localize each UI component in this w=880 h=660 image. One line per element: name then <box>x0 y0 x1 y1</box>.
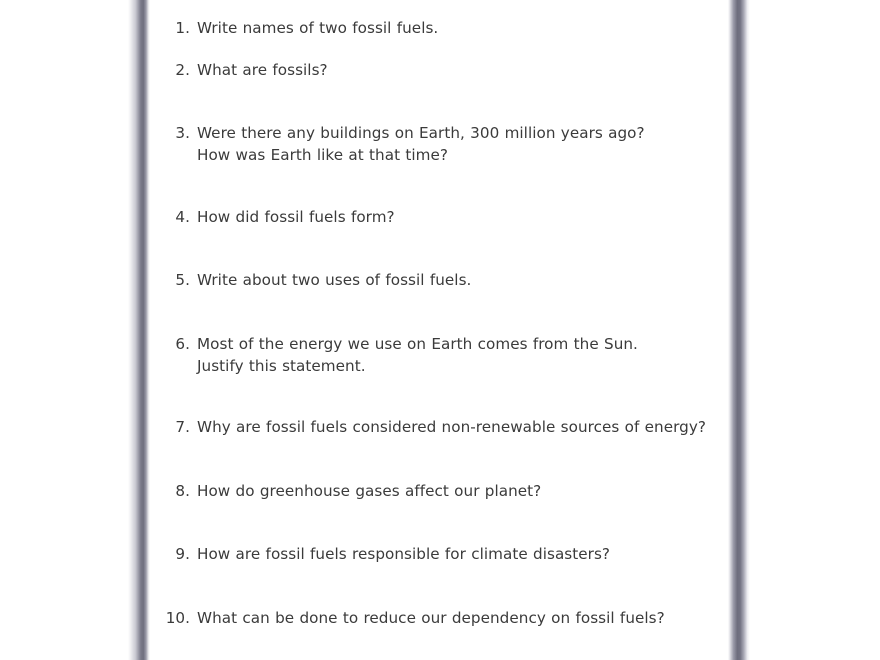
document-left-edge-bevel <box>128 0 150 660</box>
question-text: Most of the energy we use on Earth comes from the Sun. Justify this statement. <box>197 335 638 375</box>
question-item <box>164 608 665 630</box>
question-number: 1. <box>175 19 190 37</box>
question-text: Were there any buildings on Earth, 300 million years ago? How was Earth like at that time? <box>197 124 645 164</box>
document-page <box>128 0 748 660</box>
question-text: How did fossil fuels form? <box>197 208 395 226</box>
question-text: What can be done to reduce our dependency on fossil fuels? <box>197 609 665 627</box>
question-number: 9. <box>175 545 190 563</box>
question-number: 8. <box>175 482 190 500</box>
question-text: Write about two uses of fossil fuels. <box>197 271 472 289</box>
question-text: How do greenhouse gases affect our planet? <box>197 482 542 500</box>
question-number: 10. <box>165 609 190 627</box>
question-text: How are fossil fuels responsible for climate disasters? <box>197 545 611 563</box>
question-text: What are fossils? <box>197 61 328 79</box>
question-item <box>164 18 438 40</box>
question-item <box>164 270 471 292</box>
question-item <box>164 417 706 439</box>
document-content-area <box>164 0 724 660</box>
question-number: 6. <box>175 335 190 353</box>
question-item <box>164 123 659 166</box>
question-number: 2. <box>175 61 190 79</box>
question-text: Write names of two fossil fuels. <box>197 19 439 37</box>
question-item <box>164 60 328 82</box>
question-number: 5. <box>175 271 190 289</box>
question-item <box>164 334 664 377</box>
question-item <box>164 207 395 229</box>
document-right-edge-bevel <box>728 0 750 660</box>
question-item <box>164 481 541 503</box>
question-number: 7. <box>175 418 190 436</box>
question-item <box>164 544 610 566</box>
question-number: 4. <box>175 208 190 226</box>
question-text: Why are fossil fuels considered non-renewable sources of energy? <box>197 418 706 436</box>
question-number: 3. <box>175 124 190 142</box>
